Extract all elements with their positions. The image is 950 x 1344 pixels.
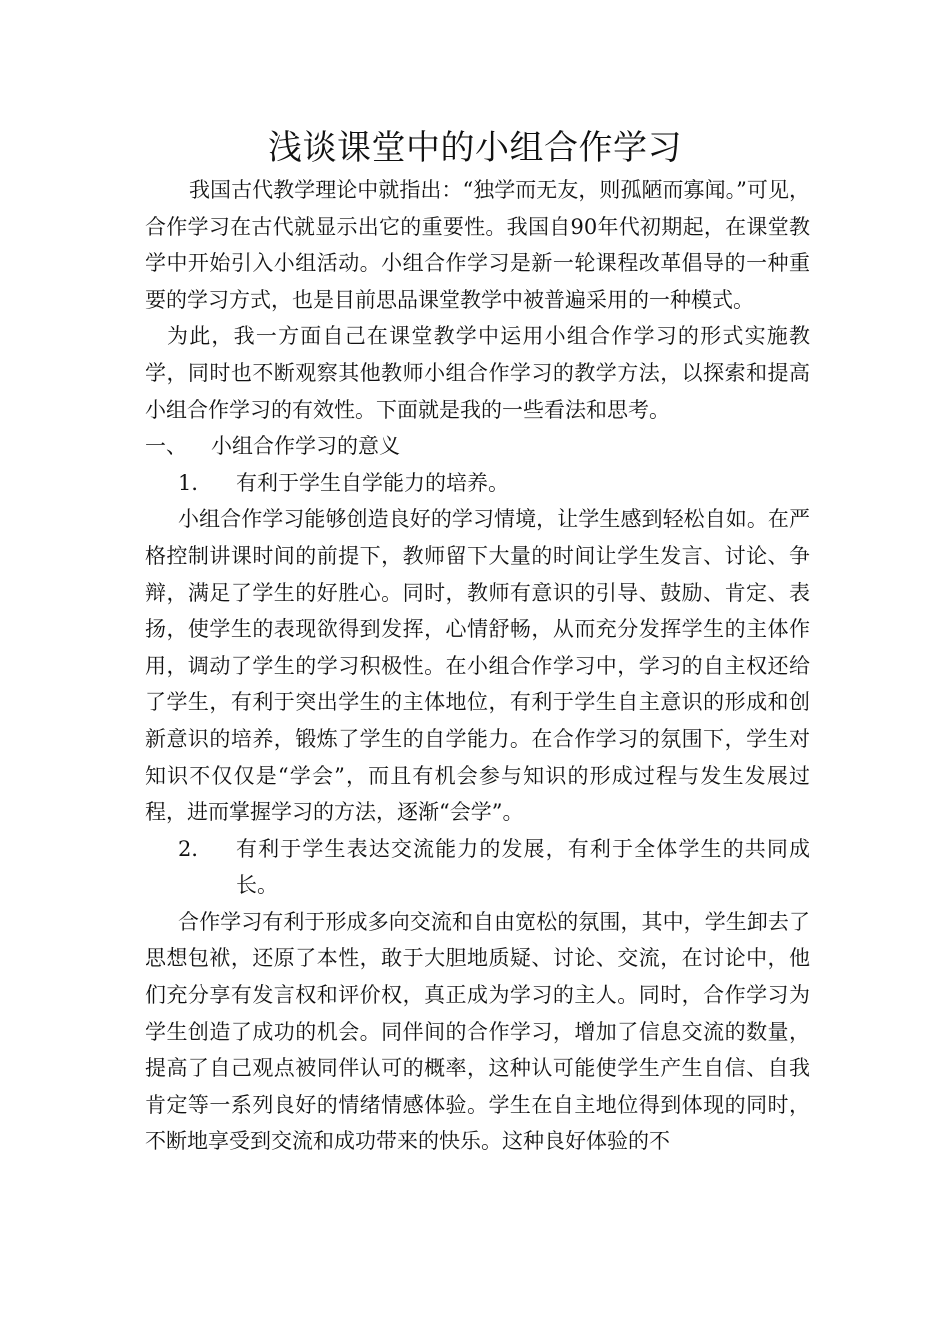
section-heading-text: 小组合作学习的意义 — [211, 434, 400, 459]
point-1-paragraph: 小组合作学习能够创造良好的学习情境，让学生感到轻松自如。在严格控制讲课时间的前提下，教师留下大量的时间让学生发言、讨论、争辩，满足了学生的好胜心。同时，教师有意识的引导、鼓励、肯定、表扬，使学生的表现欲得到发挥，心情舒畅，从而充分发挥学生的主体作用，调动了学生的学习积极性。在小组合作学习中，学习的自主权还给了学生，有利于突出学生的主体地位，有利于学生自主意识的形成和创新意识的培养，锻炼了学生的自学能力。在合作学习的氛围下，学生对知识不仅仅是“学会”，而且有机会参与知识的形成过程与发生发展过程，进而掌握学习的方法，逐渐“会学”。 — [145, 507, 810, 825]
point-heading-2 — [145, 831, 810, 904]
section-heading-1 — [145, 428, 810, 465]
document-body — [145, 172, 810, 1160]
point-heading-text: 有利于学生自学能力的培养。 — [236, 470, 509, 495]
point-2-paragraph: 合作学习有利于形成多向交流和自由宽松的氛围，其中，学生卸去了思想包袱，还原了本性，敢于大胆地质疑、讨论、交流，在讨论中，他们充分享有发言权和评价权，真正成为学习的主人。同时，合作学习为学生创造了成功的机会。同伴间的合作学习，增加了信息交流的数量，提高了自己观点被同伴认可的概率，这种认可能使学生产生自信、自我肯定等一系列良好的情绪情感体验。学生在自主地位得到体现的同时，不断地享受到交流和成功带来的快乐。这种良好体验的不 — [145, 909, 810, 1154]
intro-paragraph-2: 为此，我一方面自己在课堂教学中运用小组合作学习的形式实施教学，同时也不断观察其他教师小组合作学习的教学方法，以探索和提高小组合作学习的有效性。下面就是我的一些看法和思考。 — [145, 324, 810, 422]
document-title: 浅谈课堂中的小组合作学习 — [268, 128, 682, 168]
point-number: 1． — [178, 470, 213, 495]
point-heading-text: 有利于学生表达交流能力的发展，有利于全体学生的共同成长。 — [236, 836, 810, 898]
section-number: 一、 — [145, 434, 187, 459]
point-heading-1 — [145, 465, 810, 502]
point-number: 2． — [178, 836, 213, 861]
intro-paragraph-1: 我国古代教学理论中就指出：“独学而无友，则孤陋而寡闻。”可见，合作学习在古代就显示出它的重要性。我国自90年代初期起，在课堂教学中开始引入小组活动。小组合作学习是新一轮课程改革倡导的一种重要的学习方式，也是目前思品课堂教学中被普遍采用的一种模式。 — [145, 178, 810, 312]
